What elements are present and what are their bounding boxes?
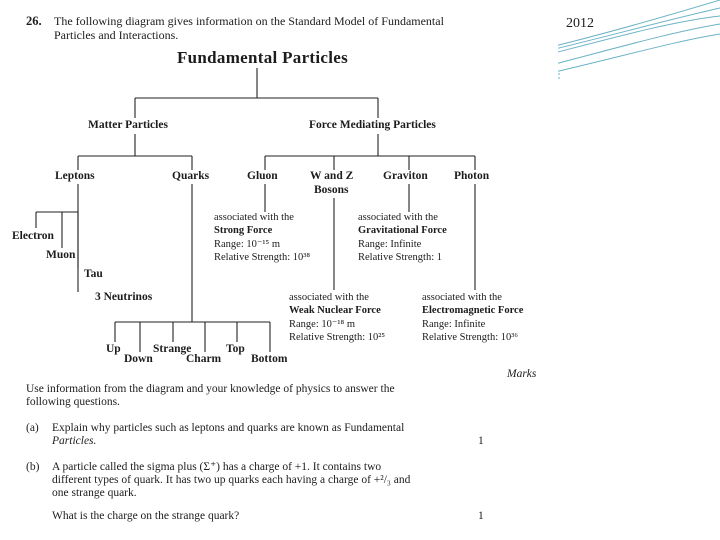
question-intro-line-1: The following diagram gives information on the Standard Model of Fundamental bbox=[54, 14, 444, 28]
node-matter-particles: Matter Particles bbox=[88, 119, 168, 131]
part-b-line-4: What is the charge on the strange quark? bbox=[52, 510, 240, 522]
part-a-marks: 1 bbox=[478, 435, 484, 447]
question-intro-line-2: Particles and Interactions. bbox=[54, 28, 179, 42]
part-a-line-1: Explain why particles such as leptons and quarks are known as Fundamental bbox=[52, 422, 405, 434]
part-a-line-2: Particles. bbox=[52, 435, 97, 447]
part-b-line-3: one strange quark. bbox=[52, 487, 137, 499]
node-quarks: Quarks bbox=[172, 170, 210, 182]
gravitational-force-info: associated with the Gravitational Force Range: Infinite Relative Strength: 1 bbox=[358, 212, 447, 263]
node-up: Up bbox=[106, 343, 121, 355]
node-photon: Photon bbox=[454, 170, 490, 182]
node-tau: Tau bbox=[84, 268, 103, 280]
node-bottom: Bottom bbox=[251, 353, 288, 365]
diagram-title: Fundamental Particles bbox=[176, 48, 349, 67]
node-down: Down bbox=[124, 353, 153, 365]
part-b-line-1: A particle called the sigma plus (Σ⁺) has a charge of +1. It contains two bbox=[52, 461, 382, 473]
node-force-mediating-particles: Force Mediating Particles bbox=[309, 119, 436, 131]
node-graviton: Graviton bbox=[383, 170, 428, 182]
instructions-line-2: following questions. bbox=[26, 396, 120, 408]
node-strange: Strange bbox=[153, 343, 192, 355]
slide-year: 2012 bbox=[566, 16, 594, 31]
marks-header: Marks bbox=[507, 368, 537, 380]
node-w-z-bosons-line-1: W and Z bbox=[310, 170, 354, 182]
strong-force-info: associated with the Strong Force Range: 10⁻¹⁵ m Relative Strength: 10³⁸ bbox=[214, 212, 311, 263]
question-number: 26. bbox=[26, 14, 42, 28]
node-leptons: Leptons bbox=[55, 170, 95, 182]
node-w-z-bosons-line-2: Bosons bbox=[314, 184, 349, 196]
part-b-label: (b) bbox=[26, 461, 40, 473]
part-b-marks: 1 bbox=[478, 510, 484, 522]
node-charm: Charm bbox=[186, 353, 222, 365]
part-a-label: (a) bbox=[26, 422, 39, 434]
node-3-neutrinos: 3 Neutrinos bbox=[95, 291, 153, 303]
instructions-line-1: Use information from the diagram and your knowledge of physics to answer the bbox=[26, 383, 395, 395]
part-b-line-2: different types of quark. It has two up quarks each having a charge of +²/₃ and bbox=[52, 474, 411, 486]
node-muon: Muon bbox=[46, 249, 76, 261]
node-electron: Electron bbox=[12, 230, 54, 242]
node-gluon: Gluon bbox=[247, 170, 278, 182]
weak-force-info: associated with the Weak Nuclear Force Range: 10⁻¹⁸ m Relative Strength: 10²⁵ bbox=[289, 292, 386, 343]
node-top: Top bbox=[226, 343, 245, 355]
electromagnetic-force-info: associated with the Electromagnetic Force Range: Infinite Relative Strength: 10³⁶ bbox=[422, 292, 524, 343]
